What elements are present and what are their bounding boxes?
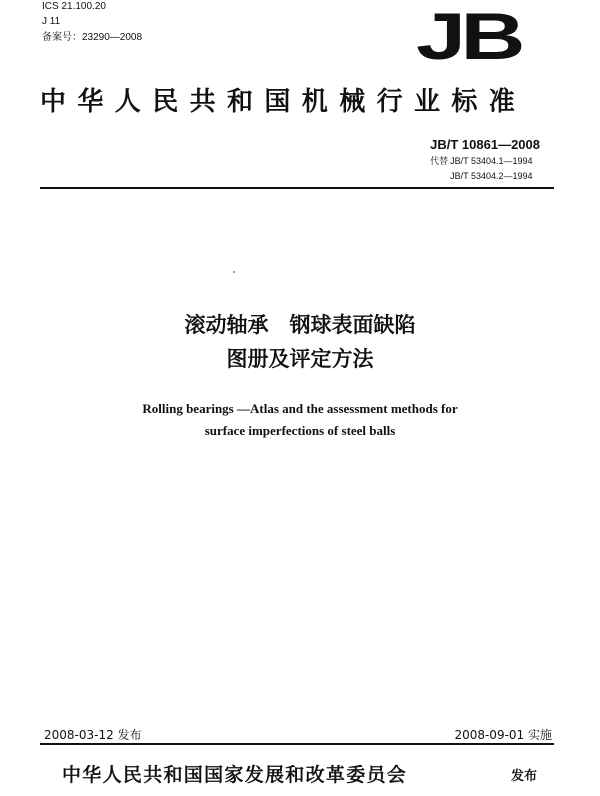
standard-category-title: 中华人民共和国机械行业标准 (40, 87, 527, 117)
replaces-line-2 (430, 169, 540, 184)
replaced-standard-1: JB/T 53404.1—1994 (450, 156, 533, 166)
standard-number: JB/T 10861—2008 (430, 137, 540, 152)
replaces-line-1 (430, 154, 540, 169)
issue-date: 2008-03-12 发布 (44, 728, 142, 742)
replaced-standard-2: JB/T 53404.2—1994 (450, 171, 533, 181)
issuing-authority: 中华人民共和国国家发展和改革委员会 (62, 764, 408, 786)
title-en-line-1: Rolling bearings —Atlas and the assessment methods for (142, 401, 458, 416)
title-en-line-2: surface imperfections of steel balls (204, 423, 396, 438)
bottom-divider (40, 743, 554, 745)
top-divider (40, 187, 554, 189)
title-cn-line-2: 图册及评定方法 (226, 347, 374, 371)
standard-codes (430, 136, 540, 184)
implementation-date: 2008-09-01 实施 (454, 728, 552, 742)
classification-code: J 11 (42, 16, 61, 27)
ics-code: ICS 21.100.20 (42, 1, 106, 12)
replaces-label: 代替 (430, 156, 449, 166)
jb-logo-text: JB (416, 4, 522, 66)
jb-logo (414, 4, 522, 66)
title-cn-line-1: 滚动轴承 钢球表面缺陷 (184, 313, 416, 337)
record-number: 备案号：23290—2008 (42, 32, 143, 43)
issuing-suffix: 发布 (511, 769, 538, 784)
scan-speck (233, 271, 235, 273)
